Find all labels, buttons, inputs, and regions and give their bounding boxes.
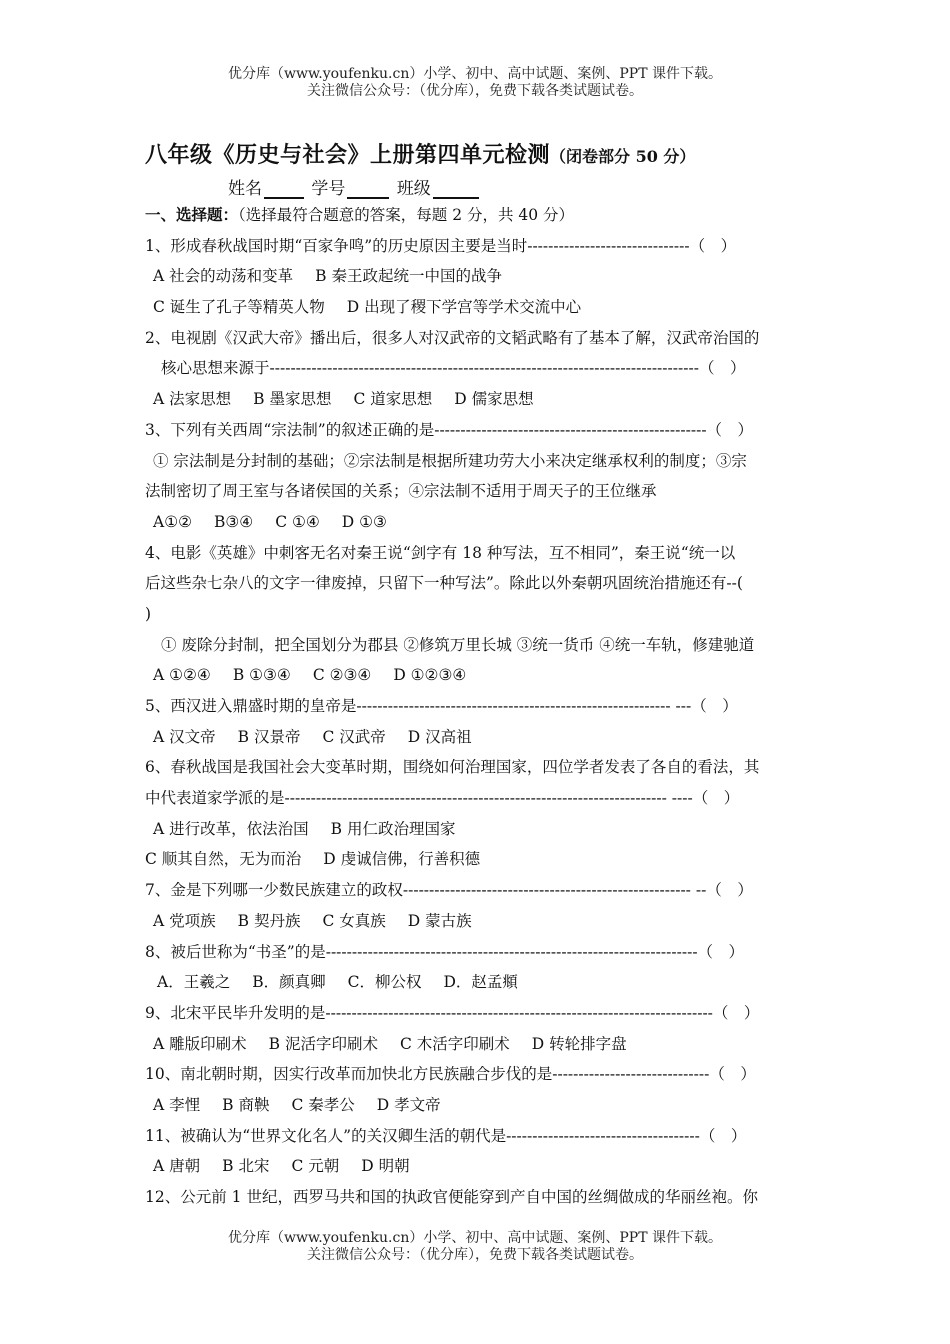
question-5-stem-line: 5、西汉进入鼎盛时期的皇帝是------------------------------------------------------------ ---（ ） — [145, 697, 738, 715]
question-10-stem-line: 10、南北朝时期，因实行改革而加快北方民族融合步伐的是------------------------------（ ） — [145, 1065, 756, 1084]
question-11-options — [145, 1151, 807, 1182]
question-7-options — [145, 906, 807, 937]
question-1-options — [145, 261, 807, 292]
section-heading — [145, 200, 807, 231]
section-title: 一、选择题： — [145, 205, 239, 224]
question-3-stem-line: ① 宗法制是分封制的基础；②宗法制是根据所建功劳大小来决定继承权利的制度；③宗 — [153, 451, 747, 470]
option-d: D．赵孟頫 — [443, 973, 518, 992]
question-8-options — [145, 967, 807, 998]
id-blank — [347, 179, 389, 199]
option-d: D 明朝 — [361, 1157, 410, 1176]
option-c: C 元朝 — [291, 1157, 340, 1176]
question-2-options — [145, 384, 807, 415]
header-line-1: 优分库（www.youfenku.cn）小学、初中、高中试题、案例、PPT 课件下载。 — [227, 66, 722, 82]
option-b: B 泥活字印刷术 — [268, 1034, 378, 1053]
student-info — [228, 174, 481, 199]
option-c: C 秦孝公 — [291, 1095, 355, 1114]
question-6-stem-line: 6、春秋战国是我国社会大变革时期，围绕如何治理国家，四位学者发表了各自的看法，其 — [145, 758, 760, 777]
question-4-stem-line: 4、电影《英雄》中刺客无名对秦王说“剑字有 18 种写法，互不相同”，秦王说“统一以 — [145, 543, 736, 562]
option-c: C 顺其自然，无为而治 — [145, 850, 302, 869]
option-c: C 道家思想 — [353, 390, 433, 409]
option-d: D 汉高祖 — [407, 727, 472, 746]
page-header — [0, 66, 950, 100]
question-7-stem-line: 7、金是下列哪一少数民族建立的政权------------------------------------------------------- --（ ） — [145, 881, 753, 900]
option-d: D 孝文帝 — [376, 1095, 441, 1114]
question-4-stem-line: 后这些杂七杂八的文字一律废掉，只留下一种写法”。除此以外秦朝巩固统治措施还有--( — [145, 574, 743, 593]
option-b: B．颜真卿 — [252, 973, 326, 992]
option-d: D 转轮排字盘 — [531, 1034, 627, 1053]
option-b: B 墨家思想 — [253, 390, 332, 409]
name-blank — [264, 179, 304, 199]
question-4-stem-line: ① 废除分封制，把全国划分为郡县 ②修筑万里长城 ③统一货币 ④统一车轨，修建驰道 — [161, 635, 755, 654]
option-b: B③④ — [214, 512, 254, 531]
option-c: C 诞生了孔子等精英人物 — [153, 298, 325, 317]
option-c: C．柳公权 — [347, 973, 422, 992]
option-c: C ①④ — [275, 512, 320, 531]
question-2-stem-line: 2、电视剧《汉武大帝》播出后，很多人对汉武帝的文韬武略有了基本了解，汉武帝治国的 — [145, 328, 760, 347]
title-main: 八年级《历史与社会》上册第四单元检测 — [145, 142, 551, 168]
question-8-stem-line: 8、被后世称为“书圣”的是-----------------------------------------------------------------------（ ） — [145, 942, 745, 961]
question-3-stem-line: 3、下列有关西周“宗法制”的叙述正确的是----------------------------------------------------（ ） — [145, 420, 754, 439]
id-label: 学号 — [311, 179, 346, 199]
option-c: C 木活字印刷术 — [399, 1034, 510, 1053]
question-list — [145, 200, 807, 1213]
question-3-options — [145, 507, 807, 538]
option-b: B 汉景帝 — [237, 727, 301, 746]
option-a: A 法家思想 — [153, 390, 232, 409]
option-a: A ①②④ — [153, 666, 211, 685]
option-d: D 蒙古族 — [407, 911, 472, 930]
name-label: 姓名 — [228, 179, 262, 199]
class-label: 班级 — [396, 179, 431, 199]
option-d: D ①③ — [341, 512, 387, 531]
option-a: A 社会的动荡和变革 — [153, 267, 294, 286]
header-line-2: 关注微信公众号：（优分库），免费下载各类试题试卷。 — [307, 83, 643, 99]
question-9-stem-line: 9、北宋平民毕升发明的是--------------------------------------------------------------------------（ ） — [145, 1003, 760, 1022]
question-3-stem-line: 法制密切了周王室与各诸侯国的关系；④宗法制不适用于周天子的王位继承 — [145, 482, 657, 501]
option-c: C 女真族 — [322, 911, 386, 930]
option-a: A 唐朝 — [153, 1157, 201, 1176]
option-b: B 商鞅 — [222, 1095, 270, 1114]
question-5-options — [145, 722, 807, 753]
question-12-stem-line: 12、公元前 1 世纪，西罗马共和国的执政官便能穿到产自中国的丝绸做成的华丽丝袍。你 — [145, 1188, 758, 1206]
footer-line-2: 关注微信公众号：（优分库），免费下载各类试题试卷。 — [307, 1247, 643, 1263]
option-b: B 用仁政治理国家 — [330, 819, 456, 838]
question-11-stem-line: 11、被确认为“世界文化名人”的关汉卿生活的朝代是-------------------------------------（ ） — [145, 1126, 747, 1145]
option-b: B 契丹族 — [237, 911, 301, 930]
option-a: A 进行改革，依法治国 — [153, 819, 309, 838]
title-note: （闭卷部分 50 分） — [550, 147, 696, 166]
option-a: A 党项族 — [153, 911, 216, 930]
question-10-options — [145, 1090, 807, 1121]
option-a: A 雕版印刷术 — [153, 1034, 247, 1053]
option-d: D ①②③④ — [393, 666, 467, 685]
option-a: A①② — [153, 512, 192, 531]
option-c: C ②③④ — [312, 666, 372, 685]
option-b: B 北宋 — [222, 1157, 270, 1176]
option-a: A 李悝 — [153, 1095, 201, 1114]
question-9-options — [145, 1029, 807, 1060]
question-1-options — [145, 292, 807, 323]
question-4-options — [145, 660, 807, 691]
option-c: C 汉武帝 — [322, 727, 386, 746]
question-6-stem-line: 中代表道家学派的是------------------------------------------------------------------------- ----（ ） — [145, 789, 740, 808]
option-d: D 出现了稷下学宫等学术交流中心 — [346, 298, 582, 317]
section-instruction: （选择最符合题意的答案，每题 2 分，共 40 分） — [238, 206, 575, 224]
question-6-options — [145, 814, 807, 845]
option-b: B 秦王政起统一中国的战争 — [315, 267, 502, 286]
option-a: A．王羲之 — [157, 973, 231, 992]
page-title — [145, 138, 845, 169]
question-4-stem-line: ) — [145, 604, 152, 623]
question-2-stem-line: 核心思想来源于----------------------------------------------------------------------------------（ ） — [161, 359, 746, 378]
question-1-stem-line: 1、形成春秋战国时期“百家争鸣”的历史原因主要是当时-------------------------------（ ） — [145, 236, 737, 255]
option-a: A 汉文帝 — [153, 727, 216, 746]
footer-line-1: 优分库（www.youfenku.cn）小学、初中、高中试题、案例、PPT 课件下载。 — [227, 1230, 722, 1246]
question-6-options — [145, 844, 807, 875]
option-d: D 儒家思想 — [454, 390, 534, 409]
class-blank — [433, 179, 479, 199]
page-footer — [0, 1230, 950, 1264]
option-d: D 虔诚信佛，行善积德 — [323, 850, 481, 869]
option-b: B ①③④ — [232, 666, 291, 685]
